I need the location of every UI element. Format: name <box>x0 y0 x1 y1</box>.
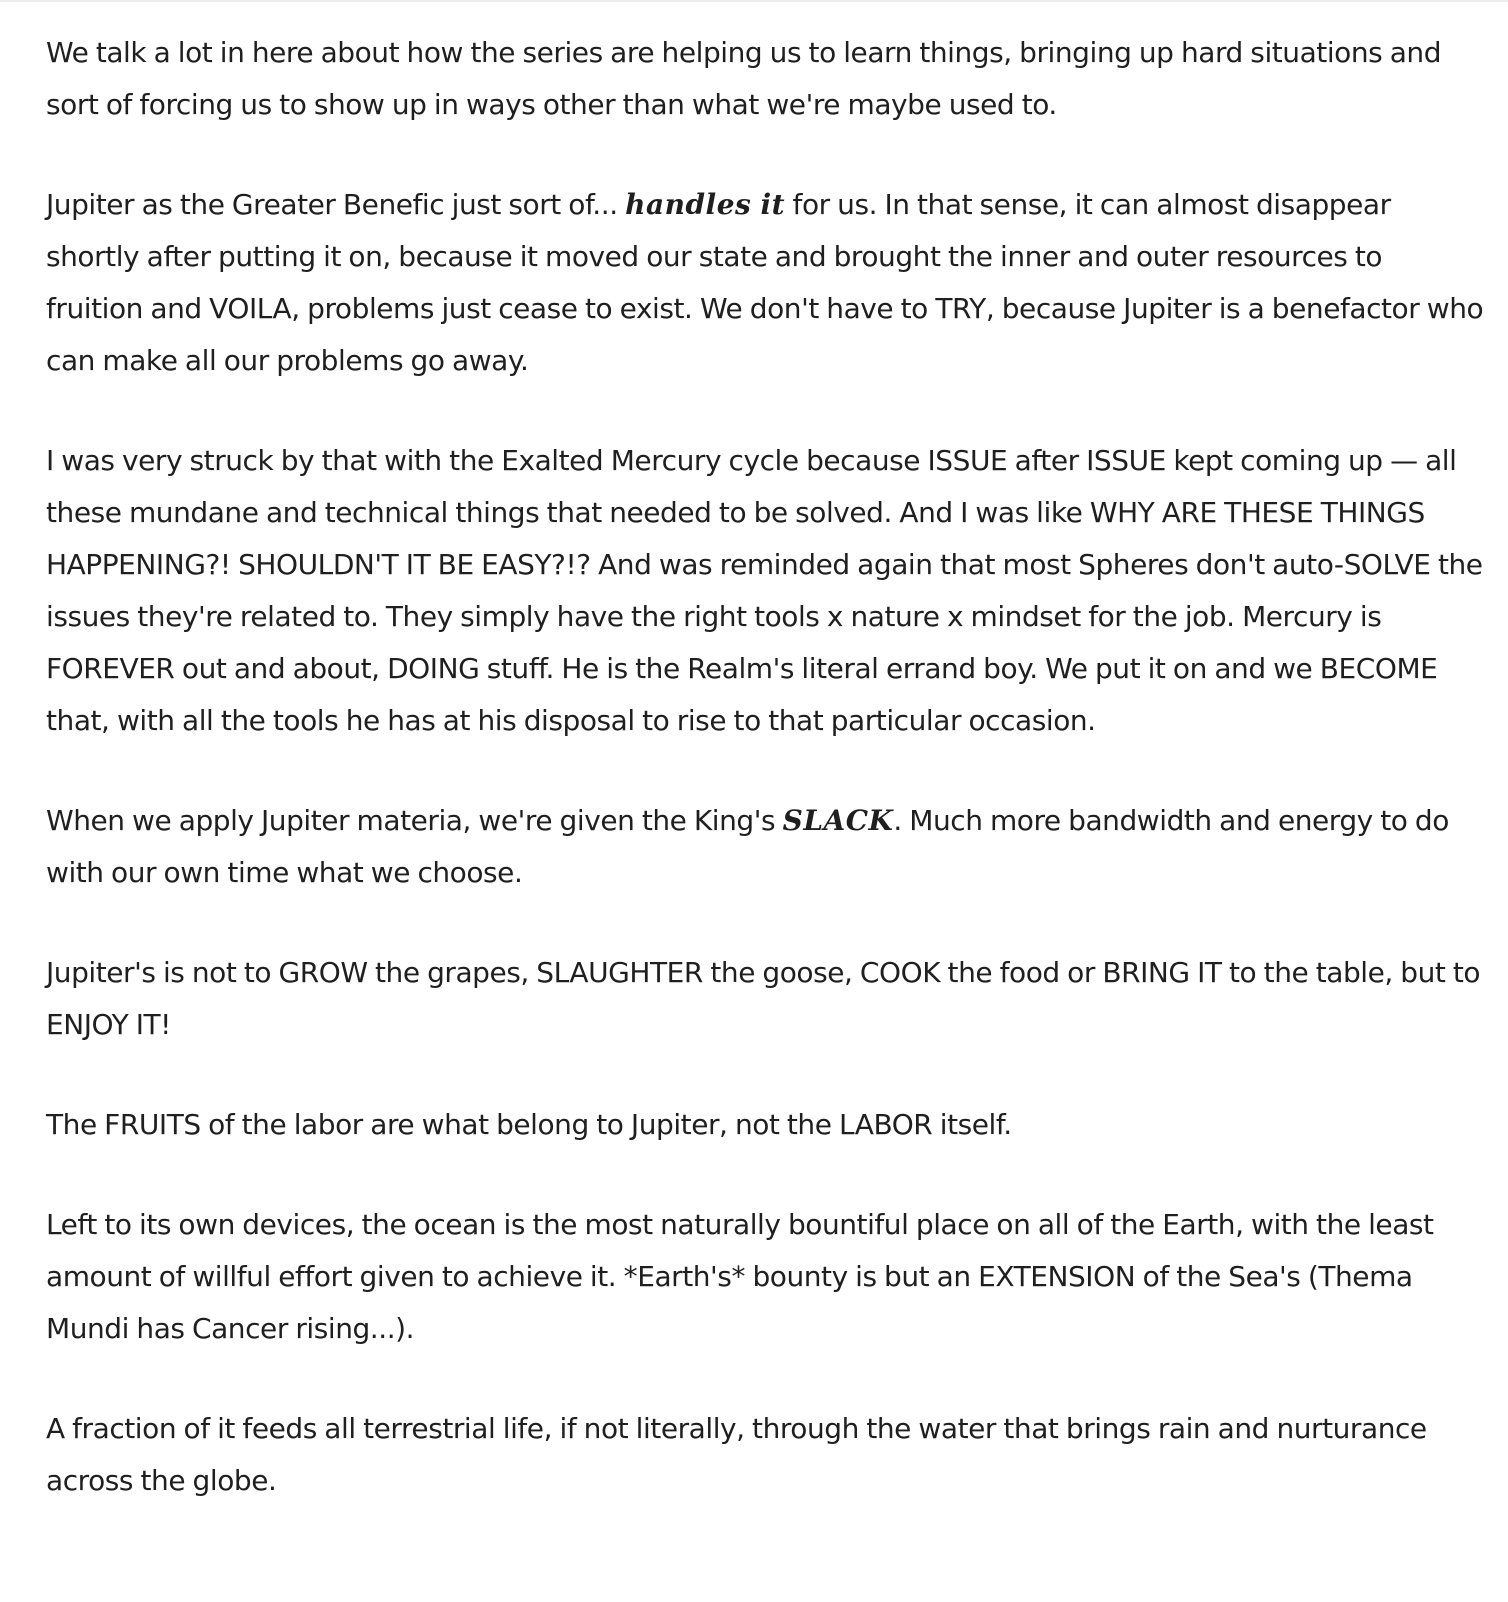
paragraph-fruits-of-labor: The FRUITS of the labor are what belong to Jupiter, not the LABOR itself. <box>46 1108 1012 1141</box>
paragraph-kings-slack <box>46 795 1486 899</box>
paragraph-enjoy-it: Jupiter's is not to GROW the grapes, SLAUGHTER the goose, COOK the food or BRING IT to the table, but to ENJOY IT! <box>46 956 1481 1041</box>
paragraph-ocean-bounty: Left to its own devices, the ocean is the most naturally bountiful place on all of the Earth, with the least amount of willful effort given to achieve it. *Earth's* bounty is but an EXTENSION of the Sea's (Thema Mundi has Cancer rising...). <box>46 1208 1434 1345</box>
paragraph-text: Jupiter as the Greater Benefic just sort of... <box>46 188 626 221</box>
post-body <box>46 27 1486 1555</box>
paragraph-exalted-mercury: I was very struck by that with the Exalted Mercury cycle because ISSUE after ISSUE kept coming up — all these mundane and technical things that needed to be solved. And I was like WHY ARE THESE THINGS HAPPENING?! SHOULDN'T IT BE EASY?!? And was reminded again that most Spheres don't auto-SOLVE the issues they're related to. They simply have the right tools x nature x mindset for the job. Mercury is FOREVER out and about, DOING stuff. He is the Realm's literal errand boy. We put it on and we BECOME that, with all the tools he has at his disposal to rise to that particular occasion. <box>46 444 1483 737</box>
top-divider <box>0 0 1508 2</box>
paragraph-text: . Much more bandwidth and energy to do with our own time what we choose. <box>46 804 1449 889</box>
emphasis-text: SLACK <box>782 804 894 837</box>
paragraph-series-lessons: We talk a lot in here about how the series are helping us to learn things, bringing up hard situations and sort of forcing us to show up in ways other than what we're maybe used to. <box>46 36 1442 121</box>
emphasis-text: handles it <box>625 188 786 221</box>
paragraph-text: When we apply Jupiter materia, we're given the King's <box>46 804 783 837</box>
paragraph-terrestrial-life: A fraction of it feeds all terrestrial life, if not literally, through the water that brings rain and nurturance across the globe. <box>46 1412 1427 1497</box>
paragraph-text: for us. In that sense, it can almost disappear shortly after putting it on, because it moved our state and brought the inner and outer resources to fruition and VOILA, problems just cease to exist. We don't have to TRY, because Jupiter is a benefactor who can make all our problems go away. <box>46 188 1484 377</box>
paragraph-jupiter-handles-it <box>46 179 1486 387</box>
